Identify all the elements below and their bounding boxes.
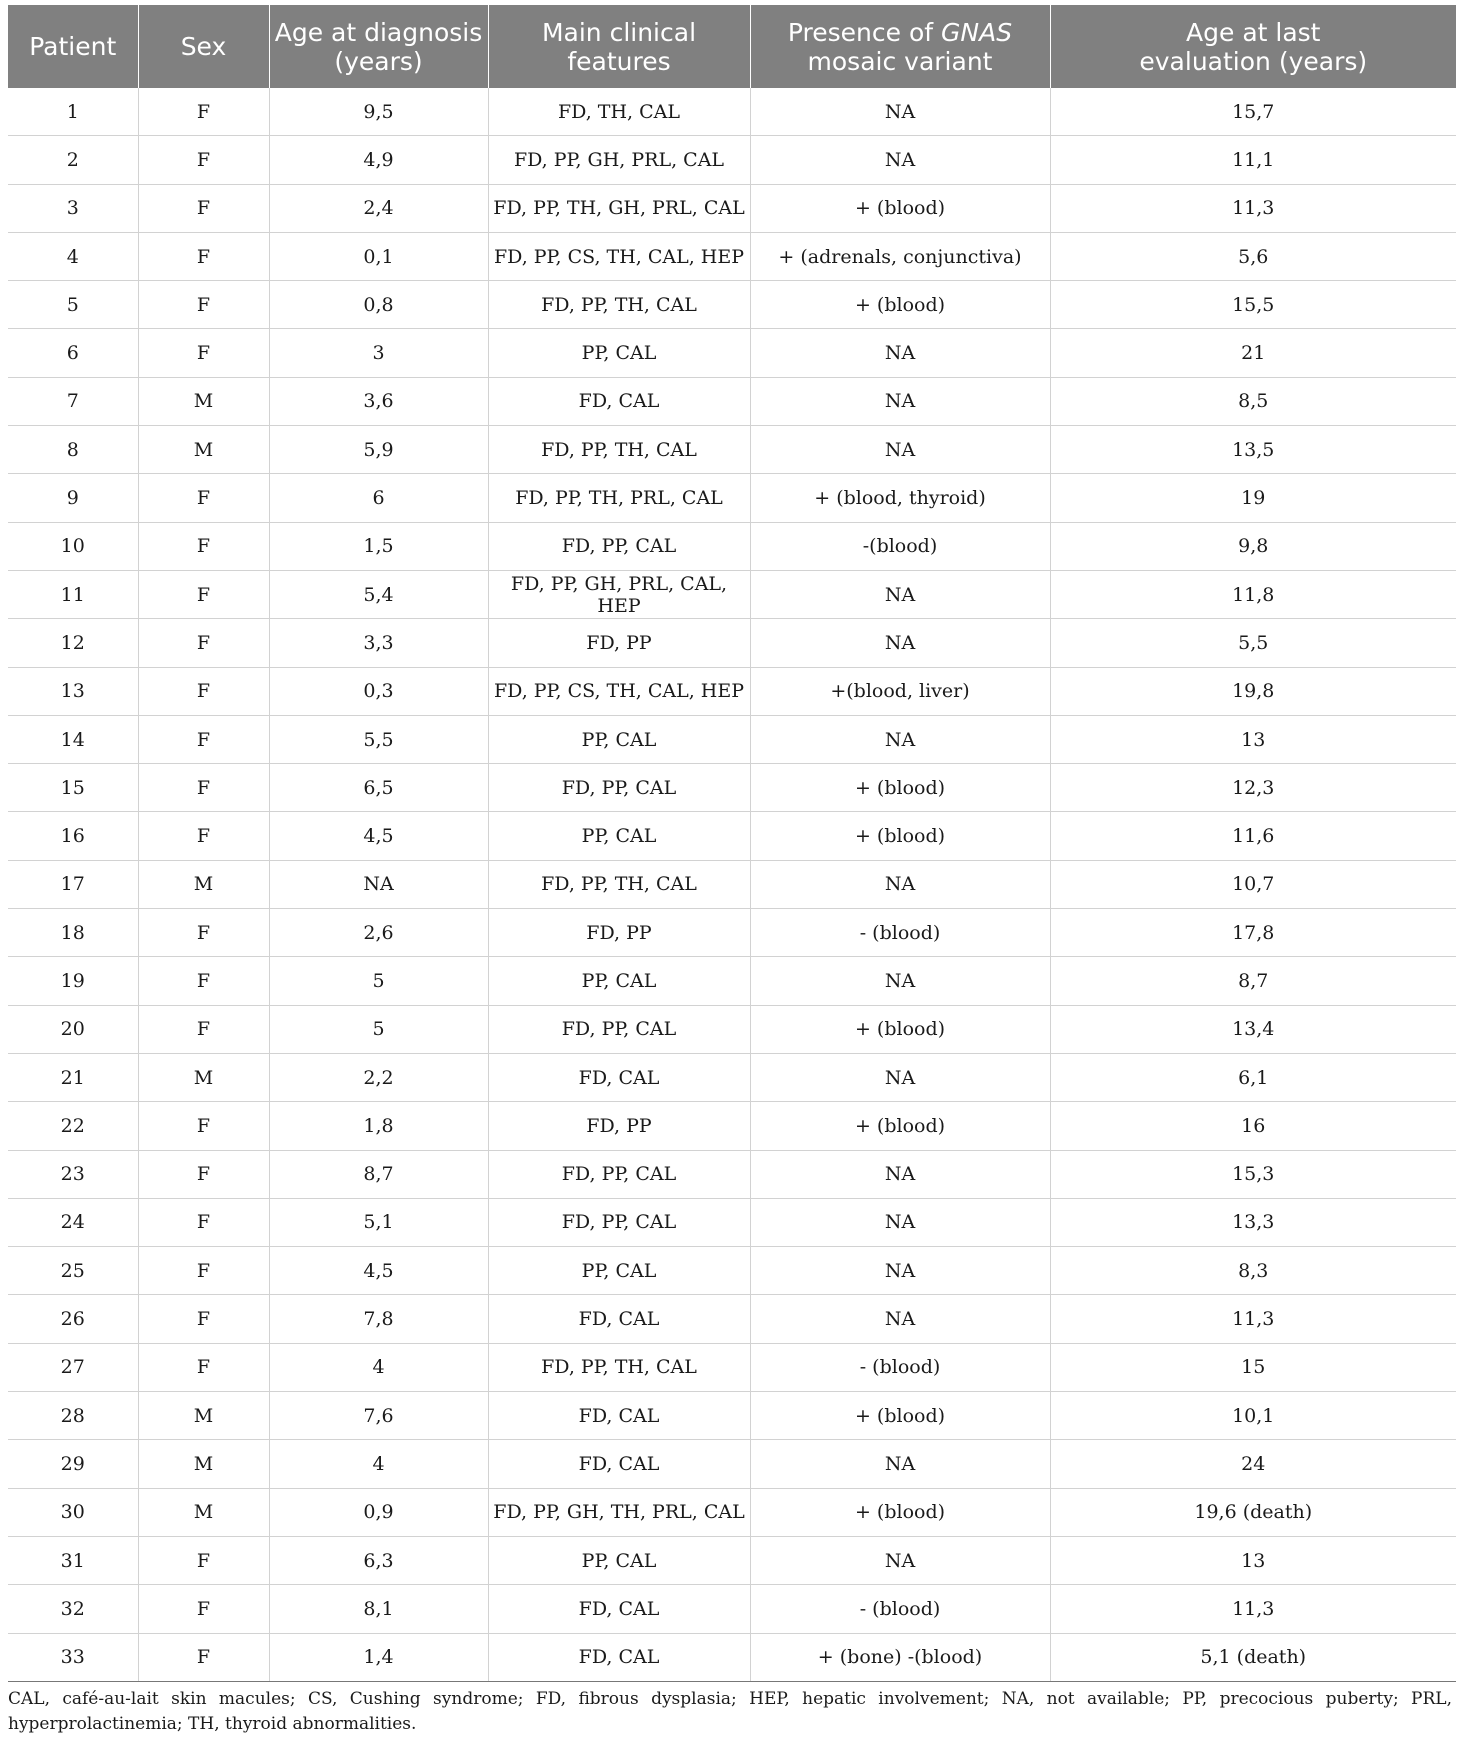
patient-cell: 11 [8,570,138,618]
patient-cell: 22 [8,1102,138,1150]
patient-cell: 4 [8,232,138,280]
clinical-features-cell: FD, PP, TH, CAL [488,860,750,908]
table-row [8,1392,1456,1440]
gnas-variant-cell: NA [750,377,1050,425]
clinical-features-cell: FD, CAL [488,1440,750,1488]
table-footnote: CAL, café-au-lait skin macules; CS, Cushing syndrome; FD, fibrous dysplasia; HEP, hepatic involvement; NA, not available; PP, precocious puberty; PRL, hyperprolactinemia; TH, thyroid abnormalities. [8,1688,1452,1734]
age-at-diagnosis-cell: 7,8 [269,1295,488,1343]
sex-cell: F [138,184,269,232]
age-at-last-evaluation-cell: 19 [1050,474,1456,522]
sex-cell: F [138,1005,269,1053]
table-row [8,667,1456,715]
gnas-variant-cell: + (blood) [750,812,1050,860]
age-at-diagnosis-cell: 2,2 [269,1053,488,1101]
table-row [8,474,1456,522]
age-at-last-evaluation-cell: 13 [1050,715,1456,763]
gnas-variant-cell: NA [750,957,1050,1005]
age-at-diagnosis-cell: 6,5 [269,764,488,812]
table-row [8,1633,1456,1681]
gnas-variant-cell: + (blood) [750,764,1050,812]
age-at-last-evaluation-cell: 15 [1050,1343,1456,1391]
age-at-last-evaluation-cell: 11,3 [1050,1295,1456,1343]
age-at-diagnosis-cell: 3 [269,329,488,377]
gnas-variant-cell: NA [750,1440,1050,1488]
gnas-variant-cell: + (adrenals, conjunctiva) [750,232,1050,280]
sex-cell: F [138,1102,269,1150]
gnas-variant-cell: + (bone) -(blood) [750,1633,1050,1681]
patient-cell: 30 [8,1488,138,1536]
patient-cell: 15 [8,764,138,812]
clinical-features-cell: PP, CAL [488,1247,750,1295]
age-at-last-evaluation-cell: 15,7 [1050,88,1456,136]
age-at-last-evaluation-cell: 6,1 [1050,1053,1456,1101]
age-at-diagnosis-cell: 1,8 [269,1102,488,1150]
table-row [8,522,1456,570]
sex-cell: F [138,474,269,522]
table-row [8,715,1456,763]
clinical-features-cell: FD, PP, GH, TH, PRL, CAL [488,1488,750,1536]
clinical-features-cell: PP, CAL [488,329,750,377]
table-row [8,1247,1456,1295]
gnas-variant-cell: NA [750,1295,1050,1343]
age-at-diagnosis-cell: 5,9 [269,426,488,474]
gnas-variant-cell: NA [750,136,1050,184]
clinical-features-cell: PP, CAL [488,812,750,860]
age-at-diagnosis-cell: 2,6 [269,909,488,957]
table-row [8,812,1456,860]
age-at-last-evaluation-cell: 11,8 [1050,570,1456,618]
gnas-variant-cell: - (blood) [750,1343,1050,1391]
sex-cell: F [138,522,269,570]
sex-cell: F [138,136,269,184]
patient-cell: 14 [8,715,138,763]
patient-cell: 18 [8,909,138,957]
table-row [8,184,1456,232]
age-at-diagnosis-cell: 8,1 [269,1585,488,1633]
patient-cell: 31 [8,1536,138,1584]
header-patient: Patient [8,5,138,88]
age-at-diagnosis-cell: 5,1 [269,1198,488,1246]
sex-cell: F [138,1343,269,1391]
age-at-diagnosis-cell: 0,8 [269,281,488,329]
patient-cell: 25 [8,1247,138,1295]
age-at-diagnosis-cell: 8,7 [269,1150,488,1198]
gnas-variant-cell: - (blood) [750,909,1050,957]
age-at-diagnosis-cell: 4 [269,1343,488,1391]
patient-cell: 13 [8,667,138,715]
age-at-last-evaluation-cell: 10,1 [1050,1392,1456,1440]
age-at-last-evaluation-cell: 8,5 [1050,377,1456,425]
table-row [8,1102,1456,1150]
table-row [8,88,1456,136]
age-at-diagnosis-cell: 5,4 [269,570,488,618]
age-at-last-evaluation-cell: 11,6 [1050,812,1456,860]
age-at-last-evaluation-cell: 19,8 [1050,667,1456,715]
clinical-features-cell: PP, CAL [488,715,750,763]
gnas-variant-cell: NA [750,88,1050,136]
age-at-diagnosis-cell: 9,5 [269,88,488,136]
header-age-at-last-evaluation: Age at last evaluation (years) [1050,5,1456,88]
sex-cell: F [138,1633,269,1681]
header-age-at-diagnosis: Age at diagnosis (years) [269,5,488,88]
gnas-variant-cell: NA [750,860,1050,908]
sex-cell: F [138,812,269,860]
age-at-last-evaluation-cell: 11,3 [1050,184,1456,232]
clinical-features-cell: FD, PP, CS, TH, CAL, HEP [488,667,750,715]
patient-cell: 10 [8,522,138,570]
patient-cell: 8 [8,426,138,474]
sex-cell: M [138,377,269,425]
clinical-features-cell: FD, CAL [488,1295,750,1343]
patient-cell: 21 [8,1053,138,1101]
patient-cell: 5 [8,281,138,329]
age-at-last-evaluation-cell: 21 [1050,329,1456,377]
clinical-features-cell: FD, PP, CAL [488,522,750,570]
table-row [8,232,1456,280]
clinical-features-cell: FD, PP, TH, GH, PRL, CAL [488,184,750,232]
table-row [8,1440,1456,1488]
clinical-features-cell: FD, CAL [488,1585,750,1633]
age-at-diagnosis-cell: 6,3 [269,1536,488,1584]
gnas-variant-cell: + (blood) [750,1102,1050,1150]
sex-cell: F [138,764,269,812]
table-row [8,377,1456,425]
age-at-diagnosis-cell: NA [269,860,488,908]
table-row [8,1198,1456,1246]
gnas-variant-cell: NA [750,1053,1050,1101]
clinical-features-cell: FD, PP, TH, CAL [488,426,750,474]
age-at-diagnosis-cell: 3,6 [269,377,488,425]
patient-cell: 2 [8,136,138,184]
age-at-diagnosis-cell: 3,3 [269,619,488,667]
gnas-variant-cell: + (blood) [750,1392,1050,1440]
patient-cell: 17 [8,860,138,908]
patient-cell: 9 [8,474,138,522]
sex-cell: F [138,281,269,329]
sex-cell: F [138,88,269,136]
sex-cell: F [138,1536,269,1584]
age-at-last-evaluation-cell: 9,8 [1050,522,1456,570]
table-row [8,1488,1456,1536]
age-at-last-evaluation-cell: 8,3 [1050,1247,1456,1295]
age-at-diagnosis-cell: 0,9 [269,1488,488,1536]
clinical-features-cell: FD, PP, CAL [488,1005,750,1053]
age-at-diagnosis-cell: 4,5 [269,1247,488,1295]
gnas-variant-cell: - (blood) [750,1585,1050,1633]
age-at-last-evaluation-cell: 13 [1050,1536,1456,1584]
age-at-diagnosis-cell: 4 [269,1440,488,1488]
patient-cell: 32 [8,1585,138,1633]
table-row [8,1053,1456,1101]
header-sex: Sex [138,5,269,88]
gnas-variant-cell: + (blood) [750,1005,1050,1053]
sex-cell: F [138,1295,269,1343]
header-row [8,5,1456,88]
sex-cell: F [138,715,269,763]
patient-cell: 1 [8,88,138,136]
gnas-variant-cell: NA [750,619,1050,667]
sex-cell: M [138,1440,269,1488]
age-at-last-evaluation-cell: 5,6 [1050,232,1456,280]
age-at-diagnosis-cell: 0,1 [269,232,488,280]
clinical-features-cell: FD, PP, TH, CAL [488,1343,750,1391]
patient-cell: 27 [8,1343,138,1391]
patient-cell: 26 [8,1295,138,1343]
clinical-features-cell: FD, CAL [488,1392,750,1440]
table-row [8,329,1456,377]
table-row [8,957,1456,1005]
age-at-last-evaluation-cell: 5,1 (death) [1050,1633,1456,1681]
table-row [8,281,1456,329]
table-row [8,1585,1456,1633]
age-at-last-evaluation-cell: 17,8 [1050,909,1456,957]
sex-cell: F [138,909,269,957]
gnas-variant-cell: + (blood) [750,281,1050,329]
table-row [8,1150,1456,1198]
age-at-diagnosis-cell: 5,5 [269,715,488,763]
age-at-last-evaluation-cell: 13,5 [1050,426,1456,474]
sex-cell: F [138,1198,269,1246]
table-container [8,5,1456,1737]
sex-cell: F [138,1585,269,1633]
patient-cell: 6 [8,329,138,377]
clinical-features-cell: FD, PP, CS, TH, CAL, HEP [488,232,750,280]
age-at-diagnosis-cell: 4,9 [269,136,488,184]
table-row [8,1005,1456,1053]
sex-cell: F [138,1247,269,1295]
age-at-last-evaluation-cell: 8,7 [1050,957,1456,1005]
gnas-variant-cell: NA [750,426,1050,474]
sex-cell: F [138,619,269,667]
gnas-variant-cell: +(blood, liver) [750,667,1050,715]
gnas-variant-cell: NA [750,329,1050,377]
clinical-features-cell: PP, CAL [488,957,750,1005]
age-at-diagnosis-cell: 5 [269,957,488,1005]
clinical-features-cell: FD, PP, TH, CAL [488,281,750,329]
table-row [8,570,1456,618]
sex-cell: F [138,1150,269,1198]
gnas-variant-cell: -(blood) [750,522,1050,570]
sex-cell: M [138,1053,269,1101]
age-at-last-evaluation-cell: 10,7 [1050,860,1456,908]
age-at-diagnosis-cell: 6 [269,474,488,522]
patient-cell: 29 [8,1440,138,1488]
age-at-last-evaluation-cell: 15,5 [1050,281,1456,329]
age-at-diagnosis-cell: 2,4 [269,184,488,232]
clinical-features-cell: FD, PP, CAL [488,1150,750,1198]
gnas-variant-cell: + (blood) [750,184,1050,232]
sex-cell: M [138,1488,269,1536]
age-at-last-evaluation-cell: 11,1 [1050,136,1456,184]
table-row [8,764,1456,812]
table-row [8,136,1456,184]
patient-cell: 28 [8,1392,138,1440]
clinical-features-cell: FD, TH, CAL [488,88,750,136]
age-at-last-evaluation-cell: 24 [1050,1440,1456,1488]
patient-cell: 7 [8,377,138,425]
gnas-variant-cell: NA [750,1150,1050,1198]
sex-cell: M [138,860,269,908]
sex-cell: F [138,232,269,280]
table-row [8,426,1456,474]
table-row [8,1295,1456,1343]
clinical-features-cell: FD, CAL [488,1053,750,1101]
patient-cell: 33 [8,1633,138,1681]
patient-cell: 23 [8,1150,138,1198]
gnas-variant-cell: + (blood, thyroid) [750,474,1050,522]
gnas-variant-cell: NA [750,1198,1050,1246]
clinical-features-cell: FD, PP, GH, PRL, CAL, HEP [488,570,750,618]
sex-cell: F [138,957,269,1005]
patient-cell: 20 [8,1005,138,1053]
header-main-clinical-features: Main clinical features [488,5,750,88]
patient-table [8,5,1456,1682]
clinical-features-cell: FD, PP [488,619,750,667]
age-at-diagnosis-cell: 5 [269,1005,488,1053]
gnas-variant-cell: NA [750,1247,1050,1295]
clinical-features-cell: FD, CAL [488,377,750,425]
age-at-last-evaluation-cell: 19,6 (death) [1050,1488,1456,1536]
sex-cell: F [138,667,269,715]
patient-cell: 16 [8,812,138,860]
clinical-features-cell: FD, PP, GH, PRL, CAL [488,136,750,184]
age-at-diagnosis-cell: 4,5 [269,812,488,860]
clinical-features-cell: FD, PP, TH, PRL, CAL [488,474,750,522]
header-gnas-mosaic-variant: Presence of GNAS mosaic variant [750,5,1050,88]
clinical-features-cell: FD, PP [488,1102,750,1150]
patient-cell: 3 [8,184,138,232]
gnas-variant-cell: NA [750,570,1050,618]
table-row [8,1343,1456,1391]
age-at-last-evaluation-cell: 13,4 [1050,1005,1456,1053]
sex-cell: F [138,329,269,377]
clinical-features-cell: FD, PP, CAL [488,764,750,812]
clinical-features-cell: FD, PP, CAL [488,1198,750,1246]
table-row [8,619,1456,667]
age-at-diagnosis-cell: 0,3 [269,667,488,715]
clinical-features-cell: FD, CAL [488,1633,750,1681]
age-at-last-evaluation-cell: 12,3 [1050,764,1456,812]
gnas-variant-cell: NA [750,715,1050,763]
patient-cell: 12 [8,619,138,667]
age-at-last-evaluation-cell: 16 [1050,1102,1456,1150]
table-row [8,860,1456,908]
age-at-last-evaluation-cell: 15,3 [1050,1150,1456,1198]
age-at-diagnosis-cell: 1,4 [269,1633,488,1681]
age-at-last-evaluation-cell: 5,5 [1050,619,1456,667]
clinical-features-cell: PP, CAL [488,1536,750,1584]
table-row [8,909,1456,957]
age-at-diagnosis-cell: 1,5 [269,522,488,570]
table-row [8,1536,1456,1584]
patient-cell: 19 [8,957,138,1005]
age-at-last-evaluation-cell: 11,3 [1050,1585,1456,1633]
gnas-variant-cell: NA [750,1536,1050,1584]
age-at-diagnosis-cell: 7,6 [269,1392,488,1440]
patient-cell: 24 [8,1198,138,1246]
table-body [8,88,1456,1681]
sex-cell: M [138,1392,269,1440]
sex-cell: M [138,426,269,474]
gnas-variant-cell: + (blood) [750,1488,1050,1536]
age-at-last-evaluation-cell: 13,3 [1050,1198,1456,1246]
sex-cell: F [138,570,269,618]
clinical-features-cell: FD, PP [488,909,750,957]
